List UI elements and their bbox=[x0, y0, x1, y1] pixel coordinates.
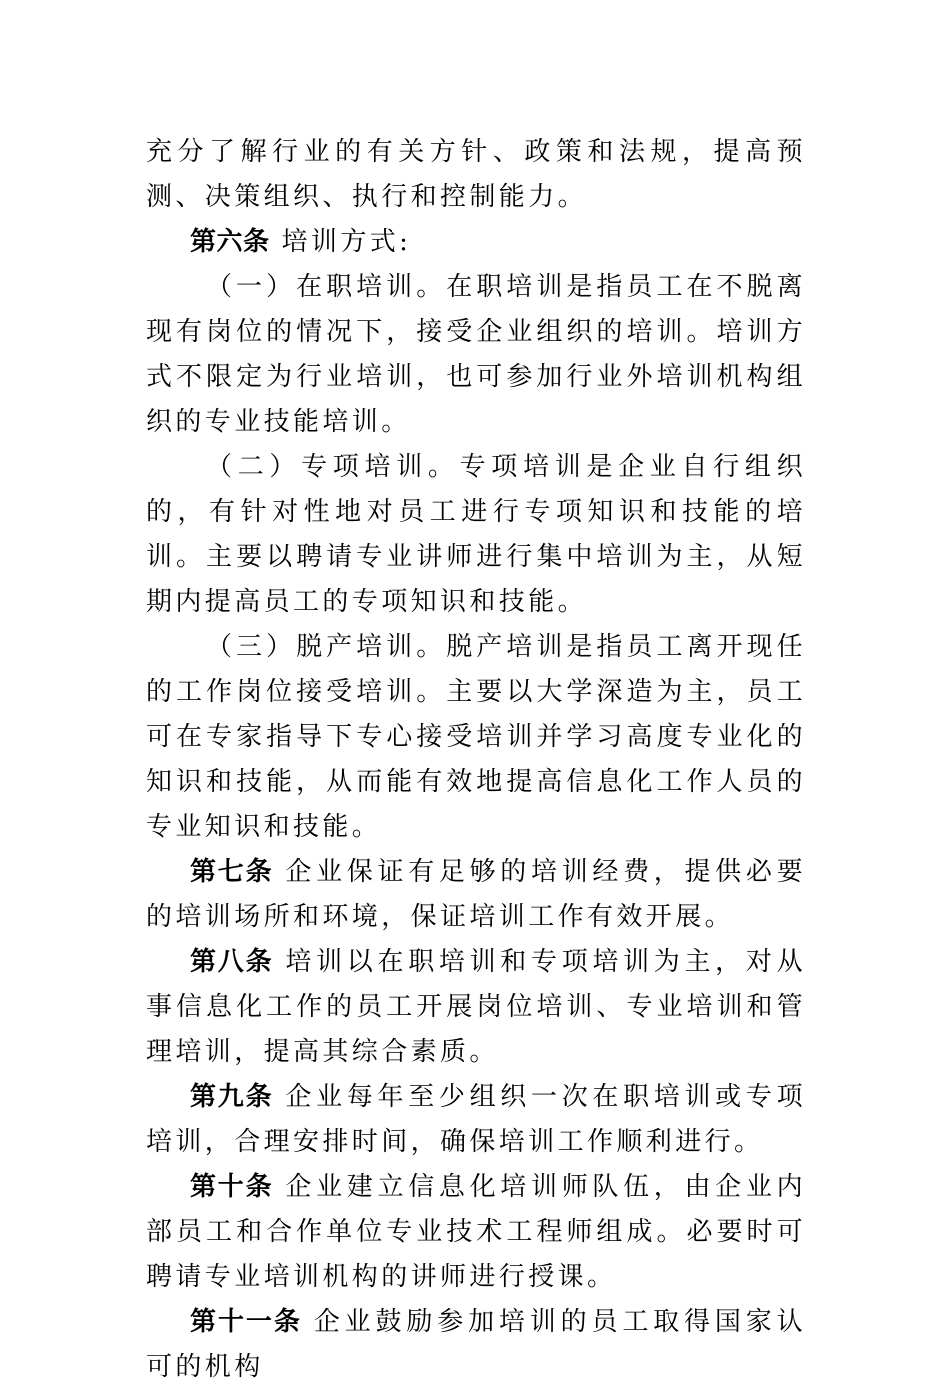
article-6-item-3 bbox=[146, 625, 806, 850]
document-body bbox=[146, 130, 806, 1390]
article-number: 第八条 bbox=[190, 947, 274, 977]
article-6-item-1 bbox=[146, 265, 806, 445]
article-9 bbox=[146, 1075, 806, 1165]
paragraph-text: 企业每年至少组织一次在职培训或专项培训，合理安排时间，确保培训工作顺利进行。 bbox=[146, 1082, 806, 1157]
article-7 bbox=[146, 850, 806, 940]
paragraph-text: 培训方式: bbox=[281, 227, 412, 257]
article-6-heading bbox=[146, 220, 806, 265]
article-number: 第七条 bbox=[190, 857, 274, 887]
article-number: 第六条 bbox=[190, 227, 270, 257]
article-8 bbox=[146, 940, 806, 1075]
paragraph-text: 企业保证有足够的培训经费，提供必要的培训场所和环境，保证培训工作有效开展。 bbox=[146, 857, 806, 932]
paragraph-text: 充分了解行业的有关方针、政策和法规，提高预测、决策组织、执行和控制能力。 bbox=[146, 137, 806, 212]
paragraph-text: （三）脱产培训。脱产培训是指员工离开现任的工作岗位接受培训。主要以大学深造为主，员工可在专家指导下专心接受培训并学习高度专业化的知识和技能，从而能有效地提高信息化工作人员的专业知识和技能。 bbox=[146, 632, 806, 842]
article-number: 第十一条 bbox=[190, 1307, 302, 1337]
paragraph-text: 企业建立信息化培训师队伍，由企业内部员工和合作单位专业技术工程师组成。必要时可聘请专业培训机构的讲师进行授课。 bbox=[146, 1172, 806, 1292]
paragraph-text: 企业鼓励参加培训的员工取得国家认可的机构 bbox=[146, 1307, 806, 1382]
paragraph-text: 培训以在职培训和专项培训为主，对从事信息化工作的员工开展岗位培训、专业培训和管理培训，提高其综合素质。 bbox=[146, 947, 806, 1067]
article-number: 第十条 bbox=[190, 1172, 274, 1202]
article-11 bbox=[146, 1300, 806, 1390]
article-10 bbox=[146, 1165, 806, 1300]
article-6-item-2 bbox=[146, 445, 806, 625]
paragraph-continuation bbox=[146, 130, 806, 220]
paragraph-text: （一）在职培训。在职培训是指员工在不脱离现有岗位的情况下，接受企业组织的培训。培训方式不限定为行业培训，也可参加行业外培训机构组织的专业技能培训。 bbox=[146, 272, 806, 437]
article-number: 第九条 bbox=[190, 1082, 274, 1112]
paragraph-text: （二）专项培训。专项培训是企业自行组织的，有针对性地对员工进行专项知识和技能的培训。主要以聘请专业讲师进行集中培训为主，从短期内提高员工的专项知识和技能。 bbox=[146, 452, 806, 617]
